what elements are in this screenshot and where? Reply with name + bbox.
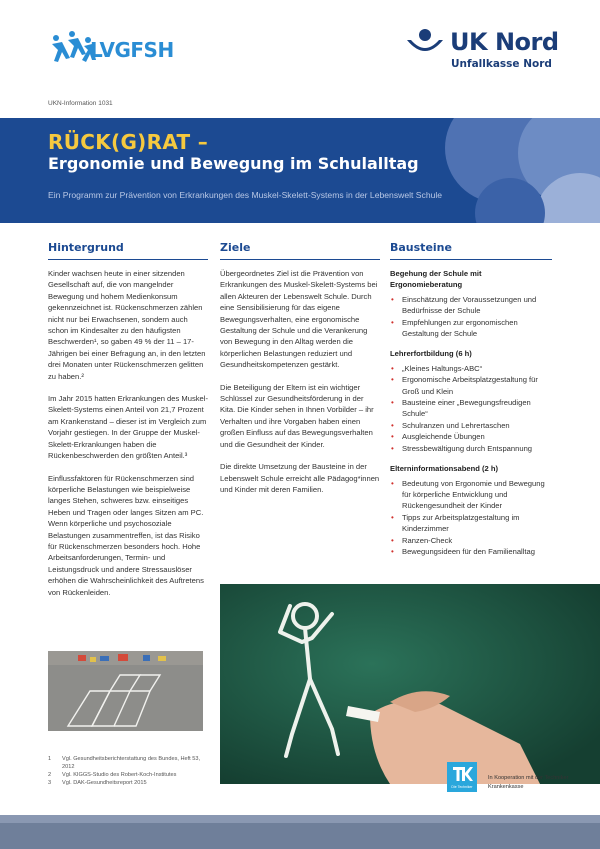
hintergrund-text [48, 268, 208, 609]
bullet-icon: • [391, 363, 394, 373]
paragraph: Im Jahr 2015 hatten Erkrankungen des Muskel-Skelett-Systems einen Anteil von 21,7 Prozent am Krankenstand – dieser ist im Vergleich zum Vorjahr gestiegen. In der Gruppe der Muskel-Skelett-Erkrankungen haben die Rückenbeschwerden den größten Anteil.³ [48, 394, 208, 461]
tk-logo [447, 762, 477, 792]
heading-bausteine: Bausteine [390, 241, 452, 254]
block-title: Elterninformationsabend (2 h) [390, 464, 499, 474]
paragraph: Die Beteiligung der Eltern ist ein wichtiger Schlüssel zur Gesundheitsförderung in der Kita. Die Kinder sehen in Ihnen Vorbilder – ihr Verhalten und ihre Vorgaben haben einen großen Einfluss auf das Bewegungsverhalten und die Gesundheit der Kinder. [220, 382, 374, 449]
bullet-list [390, 294, 552, 340]
list-item: • Bewegungsideen für den Familienalltag [391, 546, 535, 556]
heading-hintergrund: Hintergrund [48, 241, 124, 254]
bullet-icon: • [391, 443, 394, 453]
paragraph: Kinder wachsen heute in einer sitzenden Gesellschaft auf, die von mangelnder Bewegung und hohem Medienkonsum gekennzeichnet ist. Rückenschmerzen zählen nicht nur bei Erwachsenen, sondern auch schon im Kindesalter zu den häufigsten Beschwerden¹, so gaben 49 % der 11 – 17-Jährigen bei einer Befragung an, in den letzten drei Monaten unter Rückenschmerzen gelitten zu haben.² [48, 269, 206, 381]
bullet-icon: • [391, 420, 394, 430]
block-title: Begehung der Schule mit Ergonomieberatung [390, 269, 482, 290]
list-item: • Stressbewältigung durch Entspannung [391, 443, 533, 453]
list-item: • Ausgleichende Übungen [391, 432, 485, 442]
uk-nord-subtitle: Unfallkasse Nord [451, 58, 552, 70]
heading-ziele: Ziele [220, 241, 251, 254]
list-item: • Empfehlungen zur ergonomischen Gestaltung der Schule [391, 317, 518, 339]
divider [220, 259, 380, 260]
footnotes [48, 755, 208, 787]
lvgf-logo-text: LVGFSH [90, 38, 174, 62]
footer-bar-highlight [0, 815, 600, 823]
footer-bar [0, 815, 600, 849]
tk-logo-icon [447, 762, 477, 792]
chalk-figure-illustration [220, 584, 600, 784]
ziele-text [220, 268, 380, 506]
bullet-icon: • [391, 398, 394, 408]
list-item: • Ergonomische Arbeitsplatzgestaltung für Groß und Klein [391, 375, 538, 396]
bausteine-list [390, 268, 552, 566]
bullet-list [390, 478, 552, 558]
bullet-icon: • [391, 294, 394, 304]
footnote: 2 Vgl. KIGGS-Studio des Robert-Koch-Institutes [48, 772, 177, 778]
list-item: • Bausteine einer „Bewegungsfreudigen Schule“ [391, 398, 531, 419]
bullet-icon: • [391, 317, 394, 327]
list-item: • Einschätzung der Voraussetzungen und Bedürfnisse der Schule [391, 294, 537, 316]
document-subtitle: Ergonomie und Bewegung im Schulalltag [48, 154, 419, 173]
bullet-icon: • [391, 432, 394, 442]
bullet-list [390, 363, 552, 454]
cooperation-text: In Kooperation mit der Techniker Krankenkasse [488, 775, 569, 790]
list-item: • Ranzen-Check [391, 535, 453, 545]
list-item: • Schulranzen und Lehrertaschen [391, 420, 510, 430]
uk-nord-logo-icon [405, 28, 445, 58]
list-item: • Bedeutung von Ergonomie und Bewegung für körperliche Entwicklung und Rückengesundheit der Kinder [391, 478, 545, 511]
document-tagline: Ein Programm zur Prävention von Erkrankungen des Muskel-Skelett-Systems in der Lebenswelt Schule [48, 190, 443, 200]
title-banner [0, 118, 600, 223]
bullet-icon: • [391, 535, 394, 545]
bullet-icon: • [391, 478, 394, 488]
bullet-icon: • [391, 375, 394, 385]
paragraph: Einflussfaktoren für Rückenschmerzen sind körperliche Belastungen wie beispielweise langes Stehen, schweres bzw. einseitiges Heben und Tragen oder langes Sitzen am PC. Wenn körperliche und psychosoziale Belastungen zusammentreffen, ist das Risiko für Rückenschmerzen besonders hoch. Hohe Arbeitsanforderungen, Termin- und Leistungsdruck und andere Stressauslöser erhöhen die Wahrscheinlichkeit des Auftretens von Rückenleiden. [48, 473, 204, 597]
footnote: 1 Vgl. Gesundheitsberichterstattung des Bundes, Heft 53, 2012 [48, 756, 201, 770]
block-title: Lehrerfortbildung (6 h) [390, 349, 472, 359]
info-label: UKN-Information 1031 [48, 100, 113, 107]
list-item: • Tipps zur Arbeitsplatzgestaltung im Kinderzimmer [391, 512, 520, 534]
hopscotch-illustration [48, 651, 203, 731]
divider [48, 259, 208, 260]
tk-logo-text: Die Techniker [451, 785, 473, 789]
divider [390, 259, 552, 260]
paragraph: Die direkte Umsetzung der Bausteine in der Lebenswelt Schule erreicht alle Pädagog*innen und Kinder mit deren Familien. [220, 462, 380, 494]
paragraph: Übergeordnetes Ziel ist die Prävention von Erkrankungen des Muskel-Skelett-Systems bei allen Akteuren der Lebenswelt Schule. Durch eine Sensibilisierung für das eigene Bewegungsverhalten, eine ergonomische Gestaltung der Schule und die Verankerung von Bewegung in den Alltag werden die körperlichen Belastungen reduziert und Gesundheitskompetenzen gestärkt. [220, 269, 378, 370]
schoolyard-photo [48, 651, 203, 731]
document-title: RÜCK(G)RAT – [48, 130, 209, 154]
uk-nord-name: UK Nord [450, 28, 559, 56]
list-item: • „Kleines Haltungs-ABC“ [391, 363, 483, 373]
bullet-icon: • [391, 546, 394, 556]
footnote: 3 Vgl. DAK-Gesundheitsreport 2015 [48, 780, 147, 786]
bullet-icon: • [391, 512, 394, 522]
chalkboard-photo [220, 584, 600, 784]
